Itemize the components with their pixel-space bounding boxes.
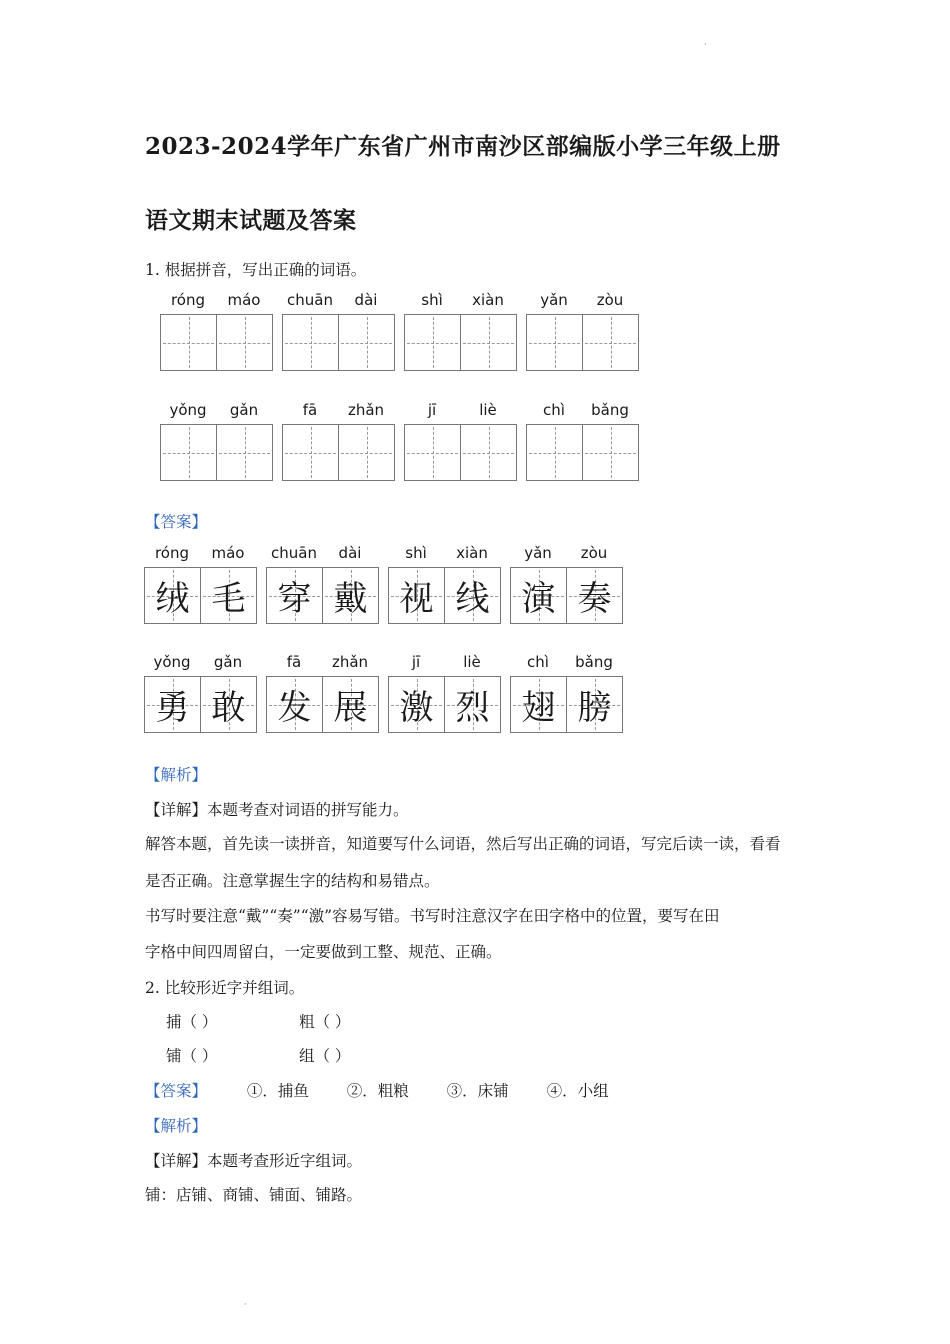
writing-cell[interactable] (282, 314, 339, 371)
answer-cell: 敢 (200, 676, 257, 733)
word-blank (526, 290, 638, 371)
pinyin: xiàn (472, 291, 504, 309)
question-2-stem: 2. 比较形近字并组词。 (145, 979, 305, 997)
pinyin: chì (527, 653, 549, 671)
writing-cell[interactable] (160, 424, 217, 481)
answer-item: ②．粗粮 (346, 1082, 409, 1100)
pinyin: fā (302, 401, 318, 419)
pinyin: yǒng (169, 401, 207, 419)
answer-cell: 线 (444, 567, 501, 624)
writing-cell[interactable] (526, 424, 583, 481)
writing-cell[interactable] (160, 314, 217, 371)
page-title-line-1: 2023-2024学年广东省广州市南沙区部编版小学三年级上册 (145, 133, 781, 160)
pinyin: xiàn (456, 544, 488, 562)
answer-grid-row-1 (144, 543, 632, 624)
writing-cell[interactable] (216, 424, 273, 481)
writing-cell[interactable] (338, 314, 395, 371)
pinyin: gǎn (213, 653, 243, 671)
answer-item: ①．捕鱼 (246, 1082, 309, 1100)
writing-cell[interactable] (582, 314, 639, 371)
word-answer (266, 652, 378, 733)
answer-label: 【答案】 (145, 513, 208, 531)
answer-cell: 膀 (566, 676, 623, 733)
pinyin: yǎn (524, 544, 552, 562)
word-answer (266, 543, 378, 624)
blank-grid-row-2 (160, 400, 648, 481)
pinyin: shì (405, 544, 427, 562)
pinyin: gǎn (229, 401, 259, 419)
answer-item: ④．小组 (546, 1082, 609, 1100)
detail-line (145, 1149, 362, 1171)
writing-cell[interactable] (460, 314, 517, 371)
pinyin: bǎng (575, 653, 613, 671)
word-answer (144, 652, 256, 733)
detail-label: 【详解】 (145, 801, 208, 819)
answer-item: ③．床铺 (446, 1082, 509, 1100)
paragraph-line: 字格中间四周留白，一定要做到工整、规范、正确。 (145, 943, 502, 961)
word-answer (510, 652, 622, 733)
pinyin: yǒng (153, 653, 191, 671)
answer-cell: 发 (266, 676, 323, 733)
pinyin: yǎn (540, 291, 568, 309)
fill-blank-4[interactable]: 组（ ） (299, 1047, 351, 1065)
pinyin: chuān (271, 544, 317, 562)
footer-mark: · (244, 1300, 247, 1309)
paragraph-line: 解答本题，首先读一读拼音，知道要写什么词语，然后写出正确的词语，写完后读一读，看看 (145, 835, 781, 853)
word-blank (160, 400, 272, 481)
pinyin: shì (421, 291, 443, 309)
pinyin: chì (543, 401, 565, 419)
analysis-label: 【解析】 (145, 1117, 208, 1135)
pinyin: zhǎn (331, 653, 369, 671)
fill-blank-1[interactable]: 捕（ ） (166, 1013, 218, 1031)
detail-text: 本题考查形近字组词。 (207, 1152, 363, 1170)
word-blank (404, 290, 516, 371)
answer-cell: 绒 (144, 567, 201, 624)
paragraph-line: 铺：店铺、商铺、铺面、铺路。 (145, 1186, 363, 1204)
paragraph-line: 书写时要注意“戴”“奏”“激”容易写错。书写时注意汉字在田字格中的位置，要写在田 (145, 907, 720, 925)
pinyin: dài (354, 291, 378, 309)
answer-cell: 勇 (144, 676, 201, 733)
detail-text: 本题考查对词语的拼写能力。 (207, 801, 409, 819)
answer-cell: 展 (322, 676, 379, 733)
writing-cell[interactable] (216, 314, 273, 371)
writing-cell[interactable] (460, 424, 517, 481)
blank-grid-row-1 (160, 290, 648, 371)
word-blank (282, 400, 394, 481)
pinyin: jī (411, 653, 421, 671)
detail-line (145, 798, 409, 820)
pinyin: fā (286, 653, 302, 671)
writing-cell[interactable] (282, 424, 339, 481)
writing-cell[interactable] (526, 314, 583, 371)
paragraph-line: 是否正确。注意掌握生字的结构和易错点。 (145, 872, 440, 890)
pinyin: máo (211, 544, 245, 562)
word-blank (404, 400, 516, 481)
answer-cell: 穿 (266, 567, 323, 624)
pinyin: róng (170, 291, 206, 309)
answer-label: 【答案】 (145, 1082, 208, 1100)
answer-cell: 演 (510, 567, 567, 624)
fill-blank-3[interactable]: 铺（ ） (166, 1047, 218, 1065)
answer-grid-row-2 (144, 652, 632, 733)
writing-cell[interactable] (338, 424, 395, 481)
analysis-label: 【解析】 (145, 766, 208, 784)
pinyin: bǎng (591, 401, 629, 419)
pinyin: liè (479, 401, 497, 419)
detail-label: 【详解】 (145, 1152, 208, 1170)
pinyin: dài (338, 544, 362, 562)
answer-cell: 视 (388, 567, 445, 624)
word-answer (388, 543, 500, 624)
pinyin: zhǎn (347, 401, 385, 419)
writing-cell[interactable] (404, 314, 461, 371)
pinyin: chuān (287, 291, 333, 309)
answer-cell: 奏 (566, 567, 623, 624)
page-title-line-2: 语文期末试题及答案 (145, 207, 357, 234)
pinyin: zòu (580, 544, 608, 562)
word-blank (526, 400, 638, 481)
answer-cell: 烈 (444, 676, 501, 733)
answer-cell: 激 (388, 676, 445, 733)
pinyin: máo (227, 291, 261, 309)
pinyin: jī (427, 401, 437, 419)
answer-cell: 翅 (510, 676, 567, 733)
word-answer (388, 652, 500, 733)
answer-line-2 (145, 1079, 609, 1101)
writing-cell[interactable] (582, 424, 639, 481)
answer-cell: 戴 (322, 567, 379, 624)
answer-cell: 毛 (200, 567, 257, 624)
fill-blank-2[interactable]: 粗（ ） (299, 1013, 351, 1031)
word-answer (510, 543, 622, 624)
writing-cell[interactable] (404, 424, 461, 481)
question-1-stem: 1. 根据拼音，写出正确的词语。 (145, 261, 367, 279)
word-blank (160, 290, 272, 371)
word-blank (282, 290, 394, 371)
pinyin: liè (463, 653, 481, 671)
word-answer (144, 543, 256, 624)
header-mark: · (704, 40, 707, 49)
pinyin: róng (154, 544, 190, 562)
pinyin: zòu (596, 291, 624, 309)
